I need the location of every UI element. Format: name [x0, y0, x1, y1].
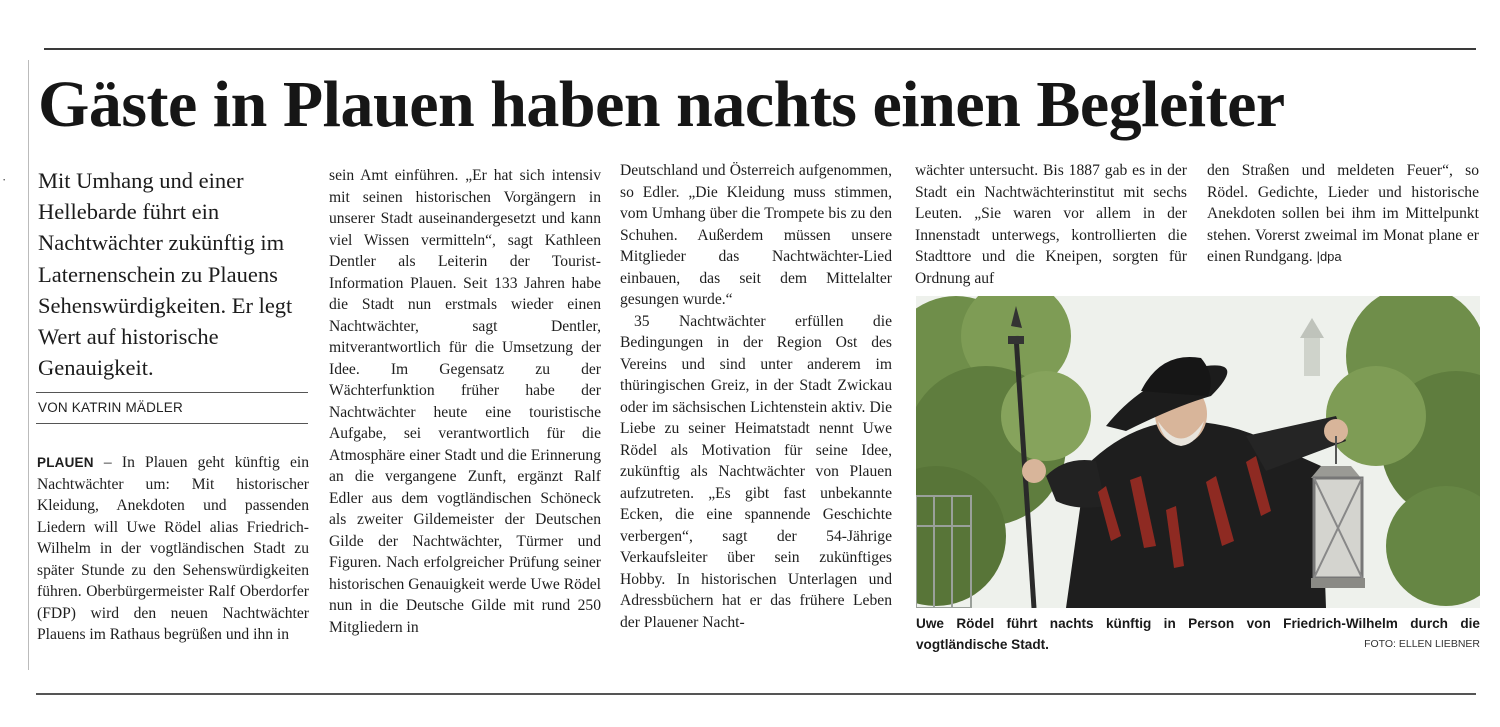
night-watchman-photo — [916, 296, 1480, 608]
text-column-4 — [915, 160, 1187, 289]
margin-artifact: · — [2, 172, 7, 187]
column-2-text: sein Amt einführen. „Er hat sich intensiv mit seinen historischen Vorgängern in unserer Stadt auseinandergesetzt und kann viel Wissen vermitteln“, sagt Kathleen Dentler als Leiterin der Tourist-Information Plauen. Seit 133 Jahren habe die Stadt nun erstmals wieder einen Nachtwächter, sagt Dentler, mitverantwortlich für die Umsetzung der Idee. Im Gegensatz zu der Wächterfunktion früher habe der Nachtwächter heute eine touristische Aufgabe, sei verantwortlich für die Atmosphäre einer Stadt und die Erinnerung an die vergangene Zunft, ergänzt Ralf Edler aus dem vogtländischen Schöneck als zweiter Gildemeister der Deutschen Gilde der Nachtwächter, Türmer und Figuren. Nach erfolgreicher Prüfung seiner historischen Genauigkeit werde Uwe Rödel nun in die Deutsche Gilde mit rund 250 Mitgliedern in — [329, 167, 601, 636]
bottom-rule — [36, 693, 1476, 695]
column-5-text: den Straßen und meldeten Feuer“, so Rödel. Gedichte, Lieder und historische Anekdoten sollen bei ihm im Mittelpunkt stehen. Vorerst zweimal im Monat plane er einen Rundgang. — [1207, 162, 1479, 265]
column-3-paragraph-2: 35 Nachtwächter erfüllen die Bedingungen in der Region Ost des Vereins und sind unter anderem im thüringischen Greiz, in der Stadt Zwickau oder im sächsischen Lichtenstein aktiv. Die Liebe zu seiner Heimatstadt nennt Uwe Rödel als Motivation für seine Idee, zukünftig als Nachtwächter von Plauen aufzutreten. „Es gibt fast unbekannte Ecken, die eine spannende Geschichte verbergen“, sagt der 54-Jährige Verkaufsleiter über sein zukünftiges Hobby. In historischen Unterlagen und Adressbüchern hat er das frühere Leben der Plauener Nacht- — [620, 312, 892, 631]
top-rule — [44, 48, 1476, 50]
byline-rule-bottom — [36, 423, 308, 424]
text-column-1 — [37, 452, 309, 646]
dateline: PLAUEN — [37, 455, 94, 470]
photo-caption: Uwe Rödel führt nachts künftig in Person von Friedrich-Wilhelm durch die vogtländische Stadt. — [916, 616, 1480, 652]
text-column-3 — [620, 160, 892, 633]
left-margin-line — [28, 60, 29, 670]
article-headline: Gäste in Plauen haben nachts einen Begleiter — [38, 68, 1285, 141]
agency-credit: |dpa — [1316, 249, 1342, 264]
article-lead: Mit Umhang und einer Hellebarde führt ein Nachtwächter zukünftig im Laternenschein zu Plauens Sehenswürdigkeiten. Er legt Wert auf historische Genauigkeit. — [38, 168, 293, 381]
photo-credit: FOTO: ELLEN LIEBNER — [1364, 638, 1480, 650]
article-byline: VON KATRIN MÄDLER — [38, 400, 183, 415]
column-1-text: – In Plauen geht künftig ein Nachtwächter um: Mit historischer Kleidung, Anekdoten und passenden Liedern will Uwe Rödel alias Friedrich-Wilhelm in der vogtländischen Stadt zu später Stunde zu den Sehenswürdigkeiten führen. Oberbürgermeister Ralf Oberdorfer (FDP) wird den neuen Nachtwächter Plauens im Rathaus begrüßen und ihn in — [37, 454, 309, 643]
text-column-5 — [1207, 160, 1479, 268]
article-photo — [916, 296, 1480, 608]
column-4-text: wächter untersucht. Bis 1887 gab es in der Stadt ein Nachtwächterinstitut mit sechs Leuten. „Sie waren vor allem in der Innenstadt unterwegs, kontrollierten die Stadttore und die Kneipen, sorgten für Ordnung auf — [915, 162, 1187, 287]
byline-rule-top — [36, 392, 308, 393]
column-3-paragraph-1: Deutschland und Österreich aufgenommen, so Edler. „Die Kleidung muss stimmen, vom Umhang über die Trompete bis zu den Schuhen. Außerdem müssen unsere Mitglieder das Nachtwächter-Lied einbauen, das seit dem Mittelalter gesungen wurde.“ — [620, 162, 892, 308]
text-column-2 — [329, 165, 601, 638]
